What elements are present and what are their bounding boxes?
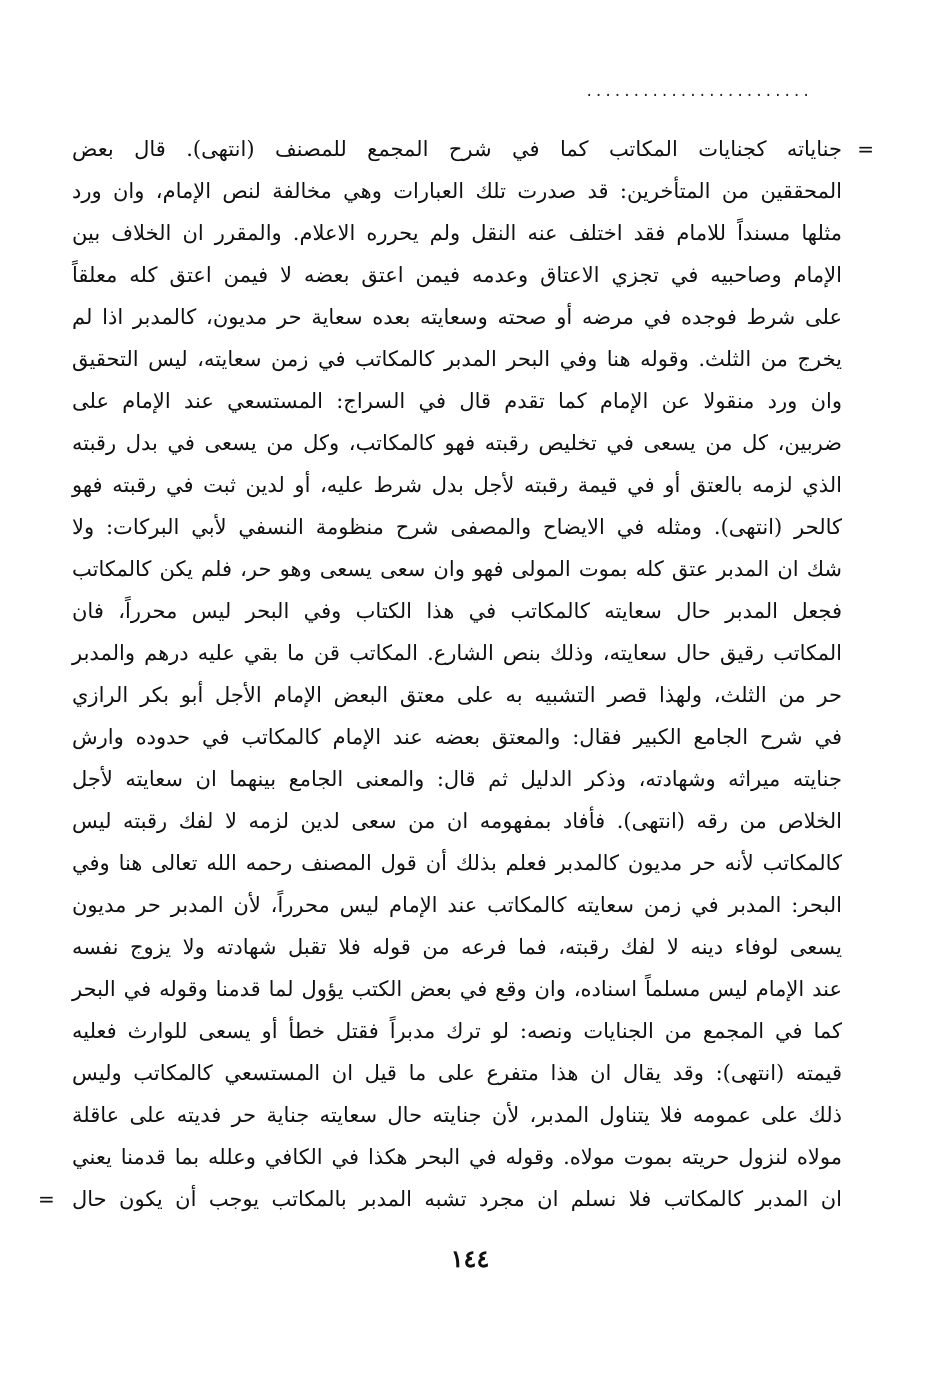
text-line-12: فجعل المدبر حال سعايته كالمكاتب في هذا الكتاب وفي البحر ليس محرراً، فان: [72, 599, 842, 623]
text-line-21: عند الإمام ليس مسلماً اسناده، وان وقع في بعض الكتب يؤول لما قدمنا وقوله في البحر: [72, 977, 842, 1001]
line-text: جناياته كجنايات المكاتب كما في شرح المجمع للمصنف (انتهى). قال بعض: [72, 137, 842, 161]
text-line-1: [72, 128, 874, 170]
text-line-19: البحر: المدبر في زمن سعايته كالمكاتب عند الإمام ليس محرراً، لأن المدبر حر مديون: [72, 893, 842, 917]
text-line-17: الخلاص من رقه (انتهى). فأفاد بمفهومه ان من سعى لدين لزمه لا لفك رقبته ليس: [72, 809, 842, 833]
text-line-11: شك ان المدبر عتق كله بموت المولى فهو وان سعى يسعى وهو حر، فلم يكن كالمكاتب: [72, 557, 842, 581]
continuation-mark-end: =: [38, 1187, 55, 1211]
text-line-13: المكاتب رقيق حال سعايته، وذلك بنص الشارع. المكاتب قن ما بقي عليه درهم والمدبر: [72, 641, 842, 665]
header-dotted-rule: ........................: [585, 84, 812, 100]
text-line-14: حر من الثلث، ولهذا قصر التشبيه به على معتق البعض الإمام الأجل أبو بكر الرازي: [72, 683, 842, 707]
text-line-20: يسعى لوفاء دينه لا لفك رقبته، فما فرعه من قوله فلا تقبل شهادته ولا يزوج نفسه: [72, 935, 842, 959]
text-line-4: الإمام وصاحبيه في تجزي الاعتاق وعدمه فيمن اعتق بعضه لا فيمن اعتق كله معلقاً: [72, 263, 842, 287]
text-line-22: كما في المجمع من الجنايات ونصه: لو ترك مدبراً فقتل خطأ أو يسعى للوارث فعليه: [72, 1019, 842, 1043]
line-text: ان المدبر كالمكاتب فلا نسلم ان مجرد تشبه المدبر بالمكاتب يوجب أن يكون حال: [72, 1187, 842, 1211]
text-line-9: الذي لزمه بالعتق أو في قيمة رقبته لأجل بدل شرط عليه، أو لدين ثبت في رقبته فهو: [72, 473, 842, 497]
continuation-mark-start: =: [857, 137, 874, 161]
text-line-24: ذلك على عمومه فلا يتناول المدبر، لأن جنايته حال سعايته جناية حر فديته على عاقلة: [72, 1103, 842, 1127]
text-line-7: وان ورد منقولا عن الإمام كما تقدم قال في السراج: المستسعي عند الإمام على: [72, 389, 842, 413]
text-line-3: مثلها مسنداً للامام فقد اختلف عنه النقل ولم يحرره الاعلام. والمقرر ان الخلاف بين: [72, 221, 842, 245]
text-line-26: [38, 1178, 842, 1220]
text-line-15: في شرح الجامع الكبير فقال: والمعتق بعضه عند الإمام كالمكاتب في حدوده وارش: [72, 725, 842, 749]
text-line-25: مولاه لنزول حريته بموت مولاه. وقوله في البحر هكذا في الكافي وعلله بما قدمنا يعني: [72, 1145, 842, 1169]
text-line-16: جنايته ميراثه وشهادته، وذكر الدليل ثم قال: والمعنى الجامع بينهما ان سعايته لأجل: [72, 767, 842, 791]
text-line-5: على شرط فوجده في مرضه أو صحته وسعايته بعده سعاية حر مديون، كالمدبر اذا لم: [72, 305, 842, 329]
body-text: [38, 128, 874, 1220]
text-line-23: قيمته (انتهى): وقد يقال ان هذا متفرع على ما قيل ان المستسعي كالمكاتب وليس: [72, 1061, 842, 1085]
text-line-2: المحققين من المتأخرين: قد صدرت تلك العبارات وهي مخالفة لنص الإمام، وان ورد: [72, 179, 842, 203]
text-line-18: كالمكاتب لأنه حر مديون كالمدبر فعلم بذلك أن قول المصنف رحمه الله تعالى هنا وفي: [72, 851, 842, 875]
page-number: ١٤٤: [450, 1244, 490, 1273]
text-line-6: يخرج من الثلث. وقوله هنا وفي البحر المدبر كالمكاتب في زمن سعايته، ليس التحقيق: [72, 347, 842, 371]
text-line-8: ضربين، كل من يسعى في تخليص رقبته فهو كالمكاتب، وكل من يسعى في بدل رقبته: [72, 431, 842, 455]
text-line-10: كالحر (انتهى). ومثله في الايضاح والمصفى شرح منظومة النسفي لأبي البركات: ولا: [72, 515, 842, 539]
